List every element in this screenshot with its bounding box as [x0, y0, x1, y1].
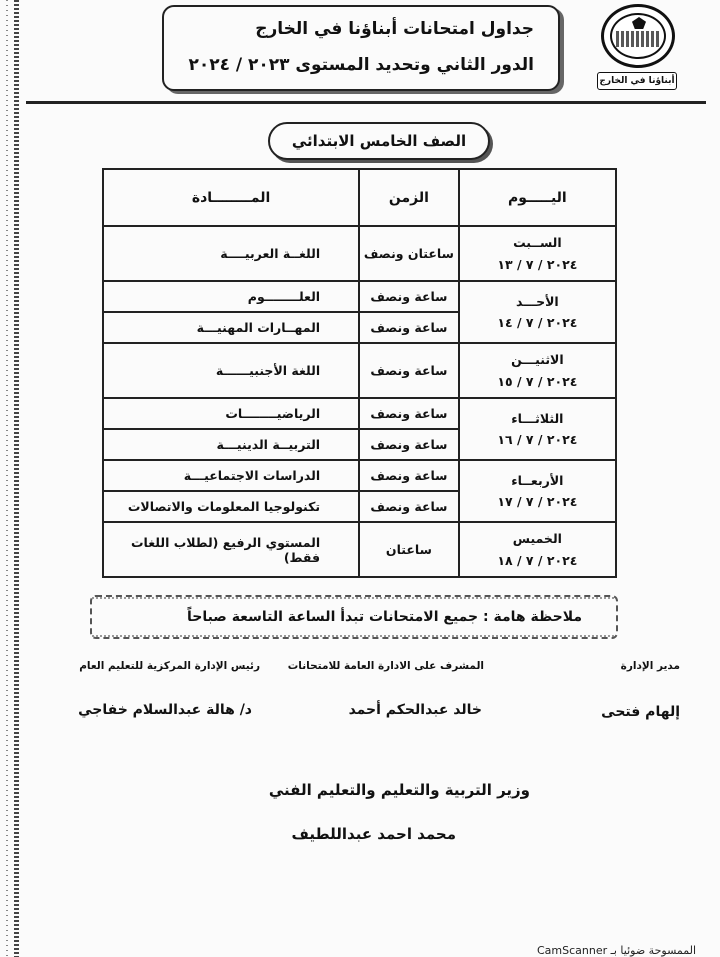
exam-subject: الرياضيــــــــات [103, 398, 359, 429]
exam-subject: الدراسات الاجتماعيـــة [103, 460, 359, 491]
day-cell [459, 281, 616, 343]
table-row [103, 226, 616, 281]
document-subtitle: الدور الثاني وتحديد المستوى ٢٠٢٣ / ٢٠٢٤ [188, 55, 534, 75]
logo-emblem [601, 4, 675, 68]
day-cell [459, 398, 616, 460]
exam-duration: ساعة ونصف [359, 281, 459, 312]
day-date: ٢٠٢٤ / ٧ / ١٨ [497, 552, 578, 568]
table-row [103, 460, 616, 491]
exam-duration: ساعة ونصف [359, 491, 459, 522]
exam-duration: ساعة ونصف [359, 343, 459, 398]
exam-duration: ساعة ونصف [359, 398, 459, 429]
day-date: ٢٠٢٤ / ٧ / ١٥ [497, 373, 578, 389]
ministry-logo [597, 4, 677, 92]
exam-subject: العلــــــــوم [103, 281, 359, 312]
binder-edge [14, 0, 19, 957]
supervisor-name: خالد عبدالحكم أحمد [348, 702, 482, 718]
exam-subject: التربيــة الدينيـــة [103, 429, 359, 460]
day-cell [459, 226, 616, 281]
day-name: الخميس [512, 531, 562, 547]
minister-name: محمد احمد عبداللطيف [291, 825, 456, 843]
exam-duration: ساعة ونصف [359, 312, 459, 343]
header-subject: المــــــــادة [103, 169, 359, 226]
day-date: ٢٠٢٤ / ٧ / ١٧ [497, 494, 578, 509]
important-note: ملاحظة هامة : جميع الامتحانات تبدأ الساعة التاسعة صباحاً [186, 609, 582, 625]
exam-subject: تكنولوجيا المعلومات والاتصالات [103, 491, 359, 522]
exam-subject: اللغــة العربيــــة [103, 226, 359, 281]
exam-schedule-table [102, 168, 617, 578]
director-name: إلهام فتحى [601, 704, 680, 720]
table-row [103, 281, 616, 312]
exam-duration: ساعة ونصف [359, 460, 459, 491]
director-title: مدير الإدارة [620, 660, 680, 672]
grade-title: الصف الخامس الابتدائي [268, 122, 490, 160]
table-row [103, 522, 616, 577]
exam-duration: ساعتان [359, 522, 459, 577]
day-date: ٢٠٢٤ / ٧ / ١٦ [497, 432, 578, 447]
day-cell [459, 460, 616, 522]
exam-duration: ساعتان ونصف [359, 226, 459, 281]
day-name: الأحـــد [516, 293, 559, 309]
scanner-watermark: الممسوحة ضوئيا بـ CamScanner [537, 944, 697, 957]
central-admin-head-name: د/ هالة عبدالسلام خفاجي [78, 702, 252, 718]
logo-label: أبناؤنا في الخارج [597, 72, 677, 90]
exam-subject: اللغة الأجنبيــــــة [103, 343, 359, 398]
minister-title: وزير التربية والتعليم والتعليم الفني [268, 781, 530, 799]
day-name: الاثنيـــن [511, 352, 564, 368]
table-row [103, 398, 616, 429]
header-time: الزمن [359, 169, 459, 226]
day-date: ٢٠٢٤ / ٧ / ١٣ [497, 256, 578, 272]
day-cell [459, 522, 616, 577]
table-header-row [103, 169, 616, 226]
day-name: الســبت [513, 235, 562, 251]
exam-subject: المهــارات المهنيـــة [103, 312, 359, 343]
central-admin-head-title: رئيس الإدارة المركزية للتعليم العام [79, 660, 260, 672]
scan-edge-marks [6, 0, 8, 957]
title-box [162, 5, 560, 91]
header-day: اليـــــوم [459, 169, 616, 226]
table-row [103, 343, 616, 398]
day-cell [459, 343, 616, 398]
exam-duration: ساعة ونصف [359, 429, 459, 460]
day-name: الأربعــاء [511, 472, 564, 488]
day-date: ٢٠٢٤ / ٧ / ١٤ [497, 315, 578, 330]
document-title: جداول امتحانات أبناؤنا في الخارج [255, 19, 534, 39]
note-box [90, 595, 618, 639]
header-divider [26, 101, 706, 104]
day-name: الثلاثـــاء [511, 410, 564, 426]
supervisor-title: المشرف على الادارة العامة للامتحانات [287, 660, 484, 672]
exam-subject: المستوي الرفيع (لطلاب اللغات فقط) [103, 522, 359, 577]
